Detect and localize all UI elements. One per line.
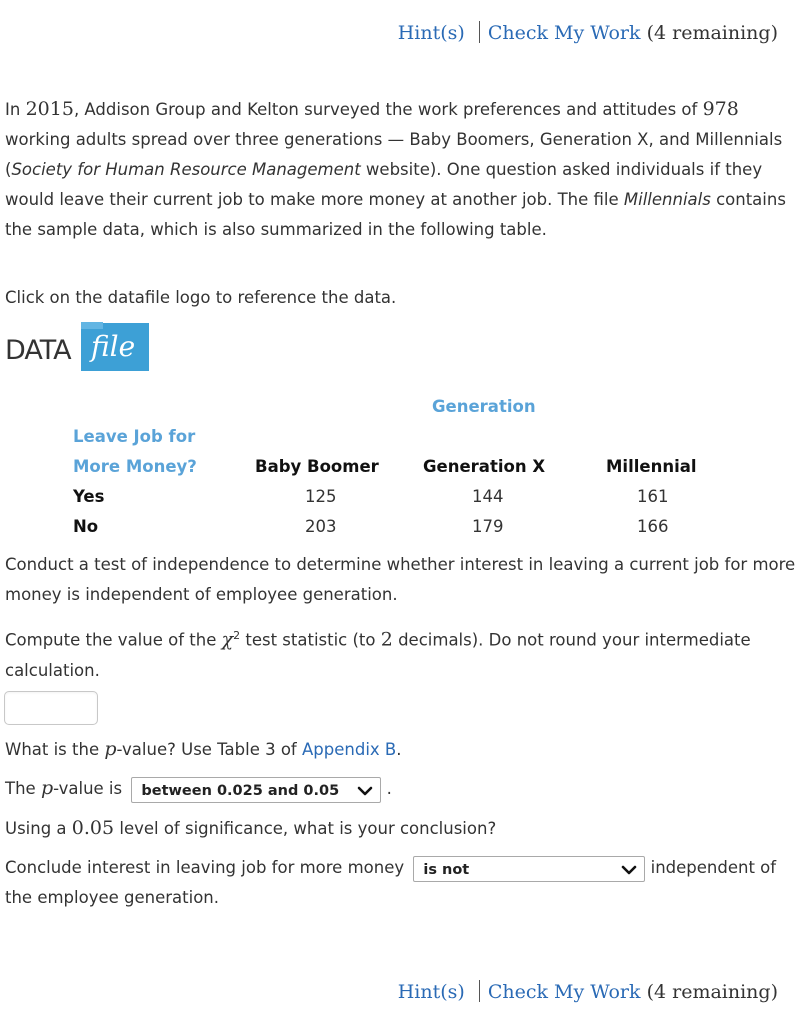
question-text: . (396, 740, 402, 759)
row-header-line1: Leave Job for (73, 427, 196, 446)
decimals-count: 2 (380, 628, 393, 651)
logo-file-text: file (91, 330, 136, 363)
p-symbol: p (104, 738, 117, 760)
hint-link[interactable]: Hint(s) (397, 22, 465, 44)
compute-question (5, 621, 805, 686)
question-text: Compute the value of the (5, 630, 222, 650)
question-text: level of significance, what is your conclusion? (114, 819, 497, 838)
datafile-instruction: Click on the datafile logo to reference the data. (5, 288, 397, 307)
survey-year: 2015 (25, 98, 74, 120)
question-text: independent of the employee generation. (5, 858, 777, 907)
file-name: Millennials (623, 190, 711, 209)
chevron-down-icon (357, 783, 373, 799)
question-text: Using a (5, 819, 72, 838)
remaining-count: (4 remaining) (646, 22, 778, 44)
conclusion-line (5, 853, 805, 913)
toolbar-divider (479, 980, 480, 1002)
remaining-count: (4 remaining) (646, 981, 778, 1003)
sample-count: 978 (702, 98, 739, 120)
table-cell: 144 (472, 487, 504, 506)
row-label-yes: Yes (73, 487, 105, 506)
chi-symbol: χ (221, 628, 234, 651)
intro-text: website). One question asked individuals if they would leave their current job to make more money at another job. The file (5, 160, 763, 209)
top-toolbar (398, 21, 778, 44)
column-header-millennial: Millennial (606, 457, 697, 476)
pvalue-dropdown[interactable] (131, 777, 381, 803)
intro-text: working adults spread over three generations — Baby Boomers, Generation X, and Millennials ( (5, 130, 783, 179)
table-cell: 161 (637, 487, 669, 506)
toolbar-divider (479, 21, 480, 43)
question-text: What is the (5, 740, 105, 759)
appendix-link[interactable]: Appendix B (302, 740, 397, 759)
question-text: -value? Use Table 3 of (116, 740, 302, 759)
intro-paragraph (5, 94, 805, 245)
significance-level: 0.05 (71, 817, 115, 839)
source-name: Society for Human Resource Management (11, 160, 361, 179)
question-text: -value is (53, 779, 123, 798)
p-symbol: p (40, 777, 54, 799)
bottom-toolbar (398, 980, 778, 1003)
generation-header: Generation (432, 397, 536, 416)
chevron-down-icon (621, 862, 637, 878)
chi-square-input[interactable] (4, 691, 98, 725)
row-label-no: No (73, 517, 99, 536)
hint-link[interactable]: Hint(s) (397, 981, 465, 1003)
question-text: decimals). Do not round your intermediate calculation. (5, 630, 751, 680)
logo-data-text: DATA (5, 335, 71, 366)
significance-question (5, 813, 805, 844)
question-text: test statistic (to (240, 630, 381, 650)
pvalue-answer-line (5, 773, 805, 804)
question-text: The (5, 779, 41, 798)
intro-text: , Addison Group and Kelton surveyed the work preferences and attitudes of (73, 100, 703, 119)
test-instruction: Conduct a test of independence to determine whether interest in leaving a current job for more money is independent of employee generation. (5, 555, 796, 604)
conclusion-dropdown[interactable] (413, 856, 645, 882)
column-header-baby-boomer: Baby Boomer (255, 457, 379, 476)
check-my-work-link[interactable]: Check My Work (487, 22, 641, 44)
check-my-work-link[interactable]: Check My Work (487, 981, 641, 1003)
conclusion-selected: is not (423, 861, 470, 878)
question-text: . (386, 779, 392, 798)
column-header-generation-x: Generation X (423, 457, 546, 476)
row-header-line2: More Money? (73, 457, 197, 476)
table-cell: 125 (305, 487, 337, 506)
intro-text: contains the sample data, which is also summarized in the following table. (5, 190, 786, 239)
pvalue-question (5, 734, 805, 765)
datafile-logo[interactable] (5, 322, 150, 372)
table-cell: 203 (305, 517, 337, 536)
chi-superscript: 2 (233, 629, 241, 642)
table-cell: 166 (637, 517, 669, 536)
pvalue-selected: between 0.025 and 0.05 (141, 782, 340, 799)
question-text: Conclude interest in leaving job for more money (5, 858, 405, 877)
table-cell: 179 (472, 517, 504, 536)
intro-text: In (5, 100, 26, 119)
